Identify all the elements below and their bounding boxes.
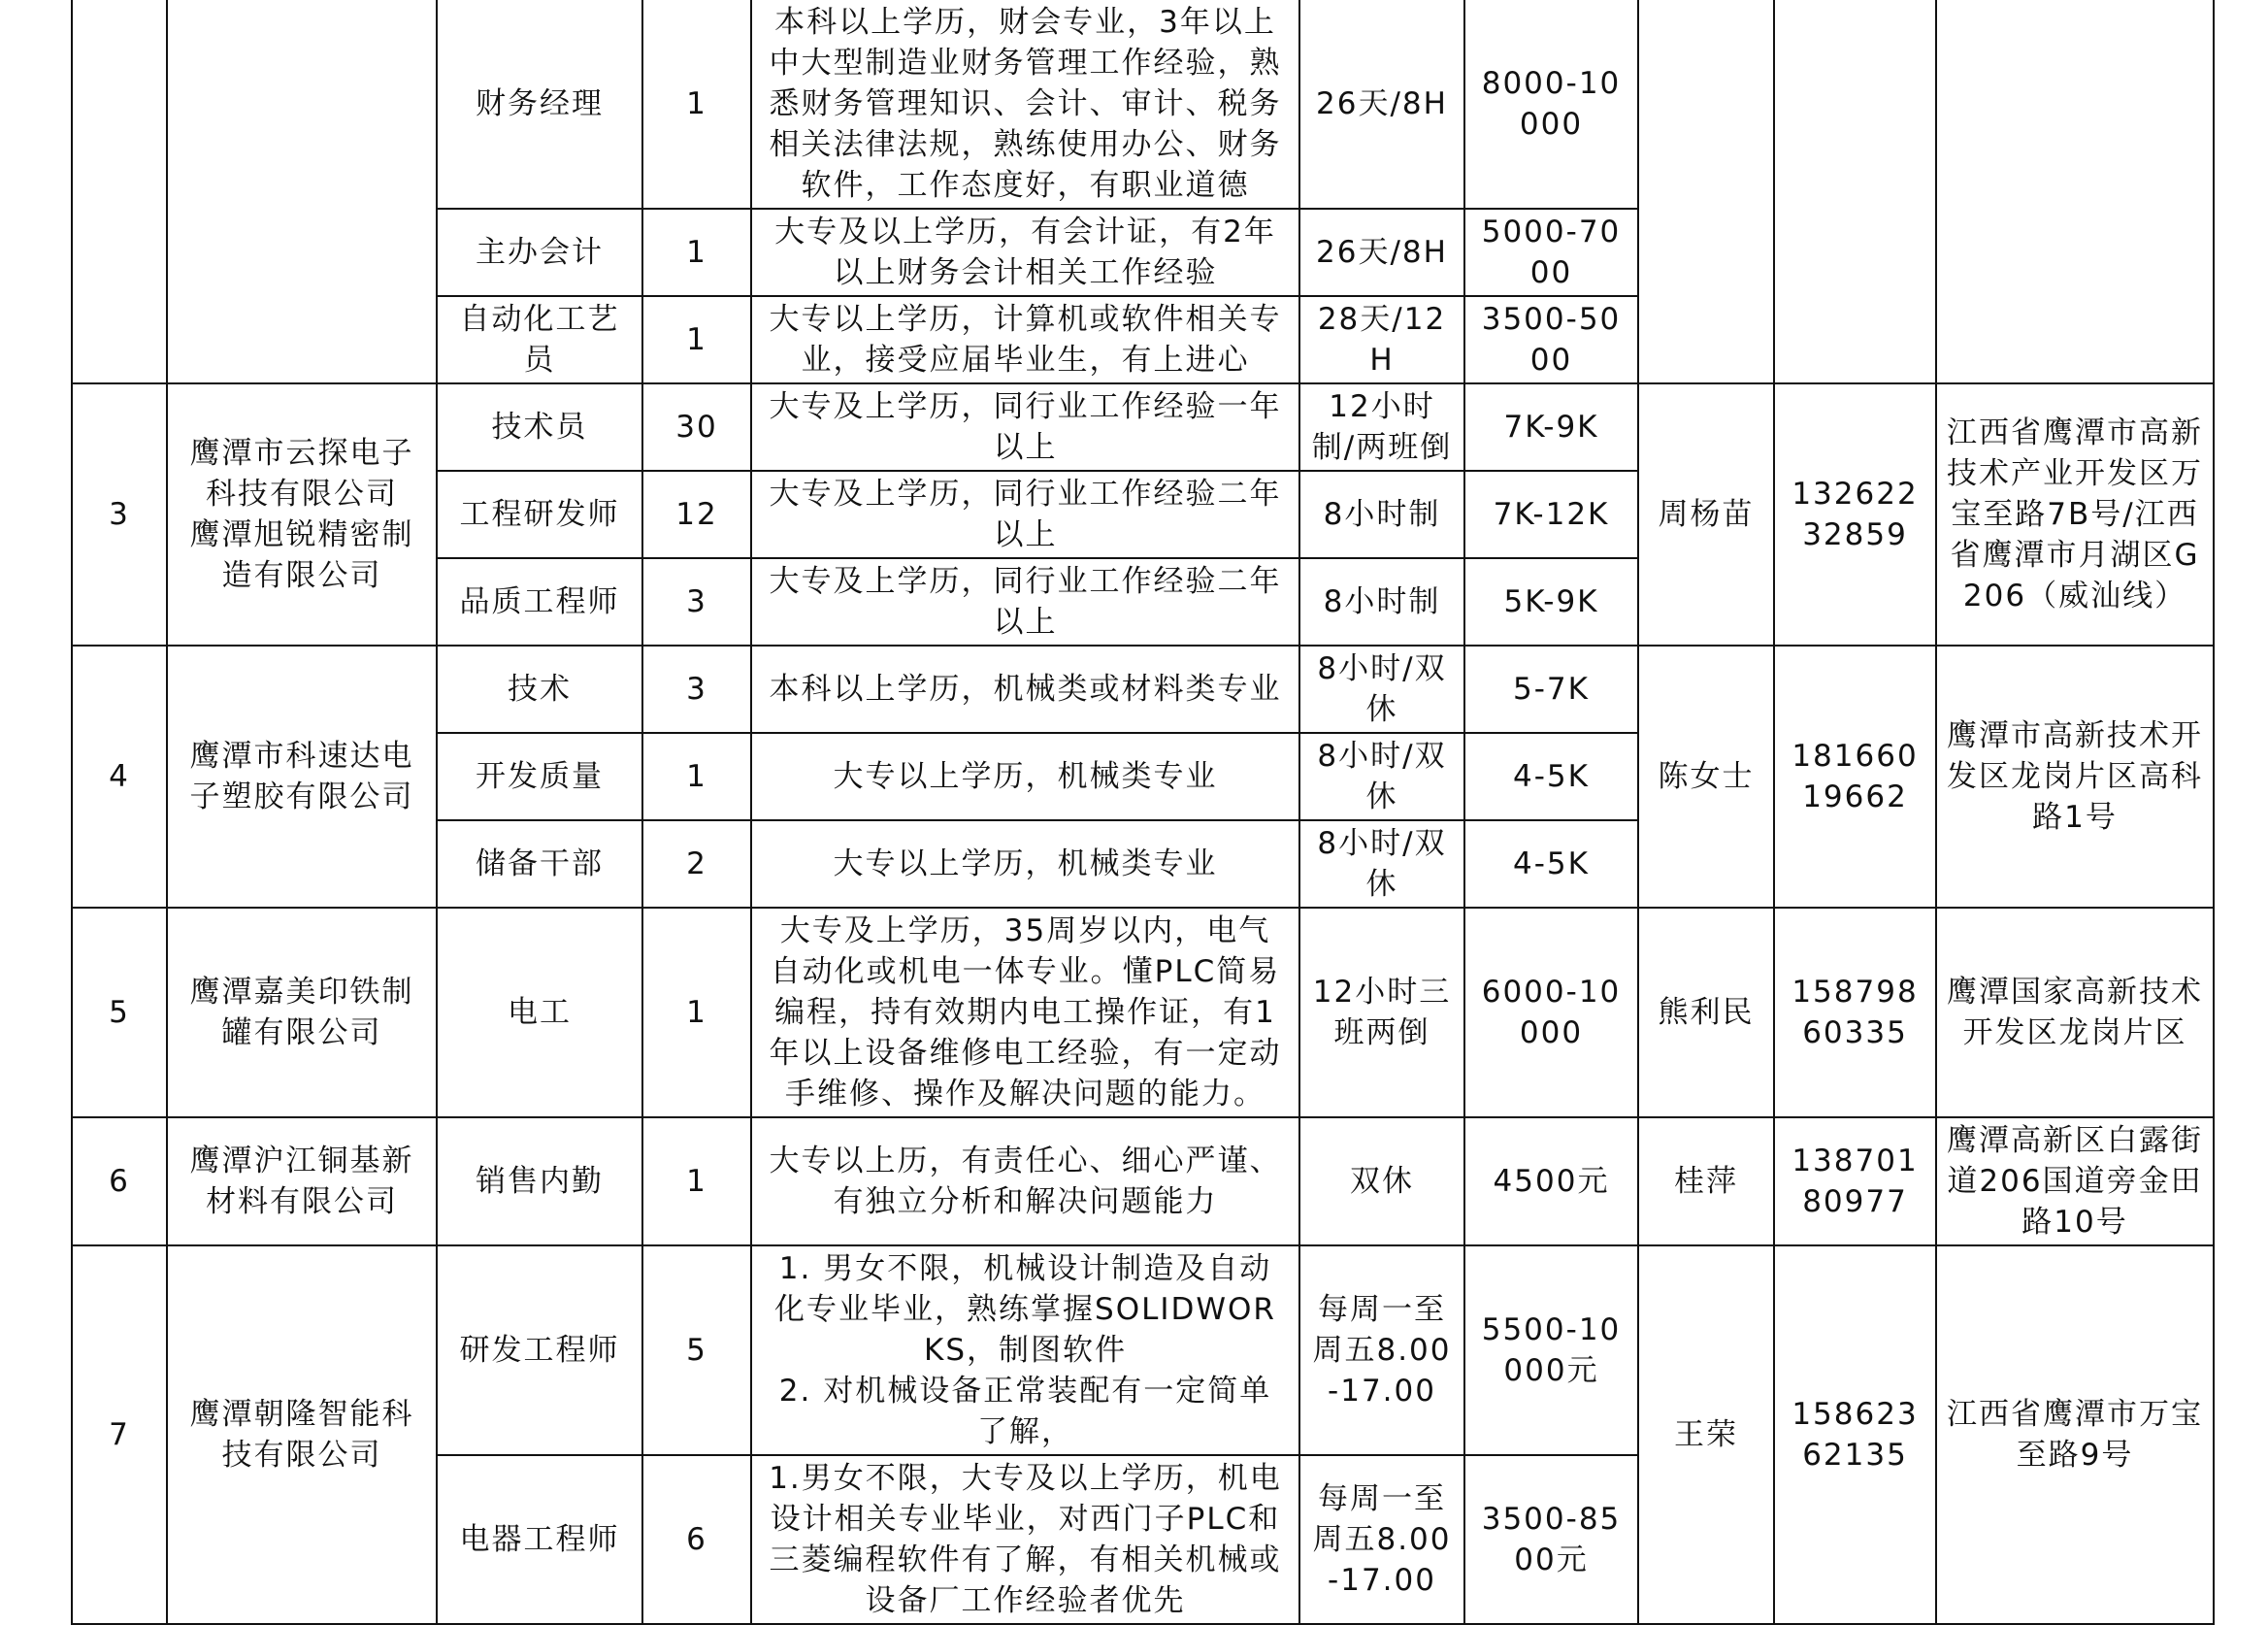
headcount: 12	[642, 471, 751, 558]
headcount: 6	[642, 1455, 751, 1624]
table-row	[72, 1117, 2214, 1245]
salary: 5000-7000	[1464, 209, 1638, 296]
phone-number	[1774, 0, 1936, 383]
headcount: 2	[642, 820, 751, 908]
headcount: 3	[642, 558, 751, 646]
phone-number: 15862362135	[1774, 1245, 1936, 1624]
work-hours: 双休	[1299, 1117, 1464, 1245]
headcount: 1	[642, 733, 751, 820]
work-hours: 8小时/双休	[1299, 733, 1464, 820]
salary: 5500-10000元	[1464, 1245, 1638, 1455]
contact-person: 陈女士	[1638, 646, 1774, 908]
entry-number: 3	[72, 383, 167, 646]
requirements: 本科以上学历，机械类或材料类专业	[751, 646, 1299, 733]
salary: 7K-9K	[1464, 383, 1638, 471]
company-address: 鹰潭高新区白露街道206国道旁金田路10号	[1936, 1117, 2214, 1245]
headcount: 3	[642, 646, 751, 733]
company-name	[167, 0, 437, 383]
position-title: 销售内勤	[437, 1117, 642, 1245]
position-title: 工程研发师	[437, 471, 642, 558]
requirements: 大专以上学历，机械类专业	[751, 820, 1299, 908]
headcount: 1	[642, 1117, 751, 1245]
position-title: 技术	[437, 646, 642, 733]
work-hours: 26天/8H	[1299, 209, 1464, 296]
requirements: 大专及上学历，同行业工作经验二年以上	[751, 471, 1299, 558]
work-hours: 26天/8H	[1299, 0, 1464, 209]
work-hours: 8小时制	[1299, 558, 1464, 646]
salary: 5K-9K	[1464, 558, 1638, 646]
salary: 4-5K	[1464, 733, 1638, 820]
position-title: 品质工程师	[437, 558, 642, 646]
headcount: 1	[642, 0, 751, 209]
work-hours: 28天/12H	[1299, 296, 1464, 383]
requirements: 大专及以上学历，有会计证，有2年以上财务会计相关工作经验	[751, 209, 1299, 296]
work-hours: 每周一至周五8.00-17.00	[1299, 1245, 1464, 1455]
headcount: 1	[642, 209, 751, 296]
headcount: 30	[642, 383, 751, 471]
table-row	[72, 646, 2214, 733]
position-title: 电工	[437, 908, 642, 1117]
salary: 7K-12K	[1464, 471, 1638, 558]
company-address: 鹰潭国家高新技术开发区龙岗片区	[1936, 908, 2214, 1117]
salary: 4-5K	[1464, 820, 1638, 908]
work-hours: 每周一至周五8.00-17.00	[1299, 1455, 1464, 1624]
position-title: 开发质量	[437, 733, 642, 820]
headcount: 1	[642, 908, 751, 1117]
table-row	[72, 383, 2214, 471]
salary: 6000-10000	[1464, 908, 1638, 1117]
headcount: 5	[642, 1245, 751, 1455]
requirements: 1.男女不限，大专及以上学历，机电设计相关专业毕业，对西门子PLC和三菱编程软件有了解，有相关机械或设备厂工作经验者优先	[751, 1455, 1299, 1624]
company-address: 江西省鹰潭市万宝至路9号	[1936, 1245, 2214, 1624]
company-address: 江西省鹰潭市高新技术产业开发区万宝至路7B号/江西省鹰潭市月湖区G206（威汕线）	[1936, 383, 2214, 646]
entry-number	[72, 0, 167, 383]
company-name: 鹰潭市科速达电子塑胶有限公司	[167, 646, 437, 908]
company-name: 鹰潭朝隆智能科技有限公司	[167, 1245, 437, 1624]
requirements: 大专以上历，有责任心、细心严谨、有独立分析和解决问题能力	[751, 1117, 1299, 1245]
company-name: 鹰潭沪江铜基新材料有限公司	[167, 1117, 437, 1245]
entry-number: 5	[72, 908, 167, 1117]
requirements: 1. 男女不限，机械设计制造及自动化专业毕业，熟练掌握SOLIDWORKS，制图软件 2. 对机械设备正常装配有一定简单了解，	[751, 1245, 1299, 1455]
contact-person: 王荣	[1638, 1245, 1774, 1624]
requirements: 大专及上学历，同行业工作经验二年以上	[751, 558, 1299, 646]
company-name: 鹰潭市云探电子科技有限公司 鹰潭旭锐精密制造有限公司	[167, 383, 437, 646]
phone-number: 18166019662	[1774, 646, 1936, 908]
requirements: 大专及上学历，同行业工作经验一年以上	[751, 383, 1299, 471]
work-hours: 8小时制	[1299, 471, 1464, 558]
table-row	[72, 908, 2214, 1117]
entry-number: 6	[72, 1117, 167, 1245]
requirements: 大专及上学历，35周岁以内，电气自动化或机电一体专业。懂PLC简易编程，持有效期内电工操作证，有1年以上设备维修电工经验，有一定动手维修、操作及解决问题的能力。	[751, 908, 1299, 1117]
work-hours: 12小时三班两倒	[1299, 908, 1464, 1117]
phone-number: 13262232859	[1774, 383, 1936, 646]
position-title: 研发工程师	[437, 1245, 642, 1455]
work-hours: 12小时制/两班倒	[1299, 383, 1464, 471]
entry-number: 4	[72, 646, 167, 908]
requirements: 大专以上学历，计算机或软件相关专业，接受应届毕业生，有上进心	[751, 296, 1299, 383]
company-name: 鹰潭嘉美印铁制罐有限公司	[167, 908, 437, 1117]
table-row	[72, 0, 2214, 209]
salary: 5-7K	[1464, 646, 1638, 733]
contact-person: 熊利民	[1638, 908, 1774, 1117]
job-listing-table	[71, 0, 2215, 1625]
requirements: 大专以上学历，机械类专业	[751, 733, 1299, 820]
requirements: 本科以上学历，财会专业，3年以上中大型制造业财务管理工作经验，熟悉财务管理知识、会计、审计、税务相关法律法规，熟练使用办公、财务软件，工作态度好，有职业道德	[751, 0, 1299, 209]
company-address: 鹰潭市高新技术开发区龙岗片区高科路1号	[1936, 646, 2214, 908]
work-hours: 8小时/双休	[1299, 820, 1464, 908]
salary: 3500-5000	[1464, 296, 1638, 383]
salary: 4500元	[1464, 1117, 1638, 1245]
position-title: 自动化工艺员	[437, 296, 642, 383]
contact-person	[1638, 0, 1774, 383]
position-title: 电器工程师	[437, 1455, 642, 1624]
company-address	[1936, 0, 2214, 383]
entry-number: 7	[72, 1245, 167, 1624]
headcount: 1	[642, 296, 751, 383]
position-title: 技术员	[437, 383, 642, 471]
salary: 8000-10000	[1464, 0, 1638, 209]
phone-number: 15879860335	[1774, 908, 1936, 1117]
table-row	[72, 1245, 2214, 1455]
contact-person: 周杨苗	[1638, 383, 1774, 646]
contact-person: 桂萍	[1638, 1117, 1774, 1245]
position-title: 主办会计	[437, 209, 642, 296]
salary: 3500-8500元	[1464, 1455, 1638, 1624]
position-title: 储备干部	[437, 820, 642, 908]
position-title: 财务经理	[437, 0, 642, 209]
phone-number: 13870180977	[1774, 1117, 1936, 1245]
work-hours: 8小时/双休	[1299, 646, 1464, 733]
